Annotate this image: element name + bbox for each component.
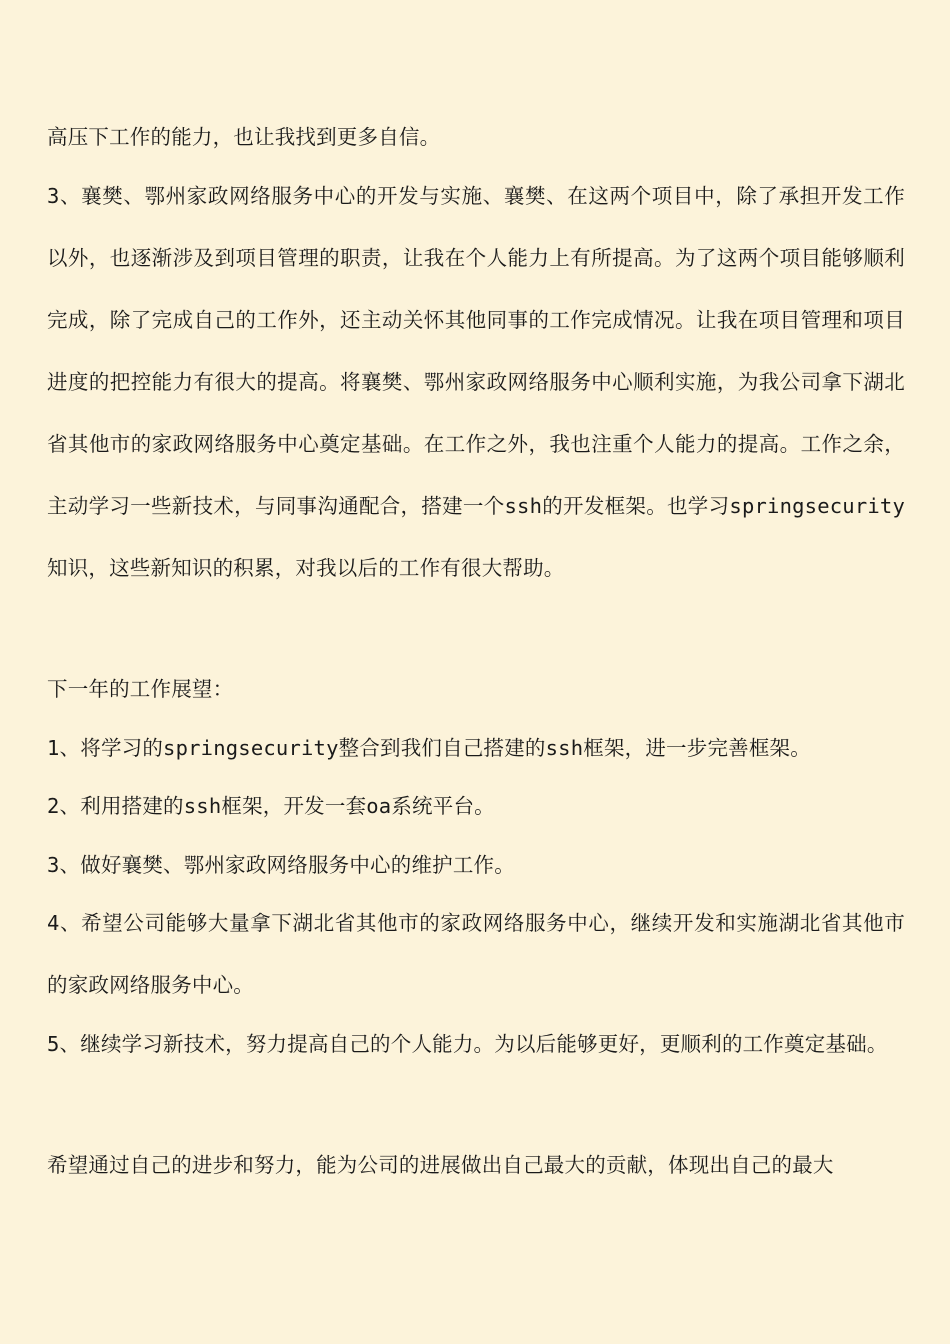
plan-item-5: 5、继续学习新技术，努力提高自己的个人能力。为以后能够更好，更顺利的工作奠定基础。	[47, 1032, 888, 1056]
plan-item-1: 1、将学习的springsecurity整合到我们自己搭建的ssh框架，进一步完善框架。	[47, 736, 811, 760]
section-heading-next-year: 下一年的工作展望：	[47, 677, 234, 701]
plan-item-4: 4、希望公司能够大量拿下湖北省其他市的家政网络服务中心，继续开发和实施湖北省其他市的家政网络服务中心。	[47, 911, 905, 997]
closing-paragraph: 希望通过自己的进步和努力，能为公司的进展做出自己最大的贡献，体现出自己的最大	[47, 1153, 834, 1177]
paragraph-project-3: 3、襄樊、鄂州家政网络服务中心的开发与实施、襄樊、在这两个项目中，除了承担开发工作以外，也逐渐涉及到项目管理的职责，让我在个人能力上有所提高。为了这两个项目能够顺利完成，除了完成自己的工作外，还主动关怀其他同事的工作完成情况。让我在项目管理和项目进度的把控能力有很大的提高。将襄樊、鄂州家政网络服务中心顺利实施，为我公司拿下湖北省其他市的家政网络服务中心奠定基础。在工作之外，我也注重个人能力的提高。工作之余，主动学习一些新技术，与同事沟通配合，搭建一个ssh的开发框架。也学习springsecurity知识，这些新知识的积累，对我以后的工作有很大帮助。	[47, 184, 905, 580]
plan-item-2: 2、利用搭建的ssh框架，开发一套oa系统平台。	[47, 794, 495, 818]
plan-item-3: 3、做好襄樊、鄂州家政网络服务中心的维护工作。	[47, 853, 515, 877]
paragraph-continuation: 高压下工作的能力，也让我找到更多自信。	[47, 125, 441, 149]
